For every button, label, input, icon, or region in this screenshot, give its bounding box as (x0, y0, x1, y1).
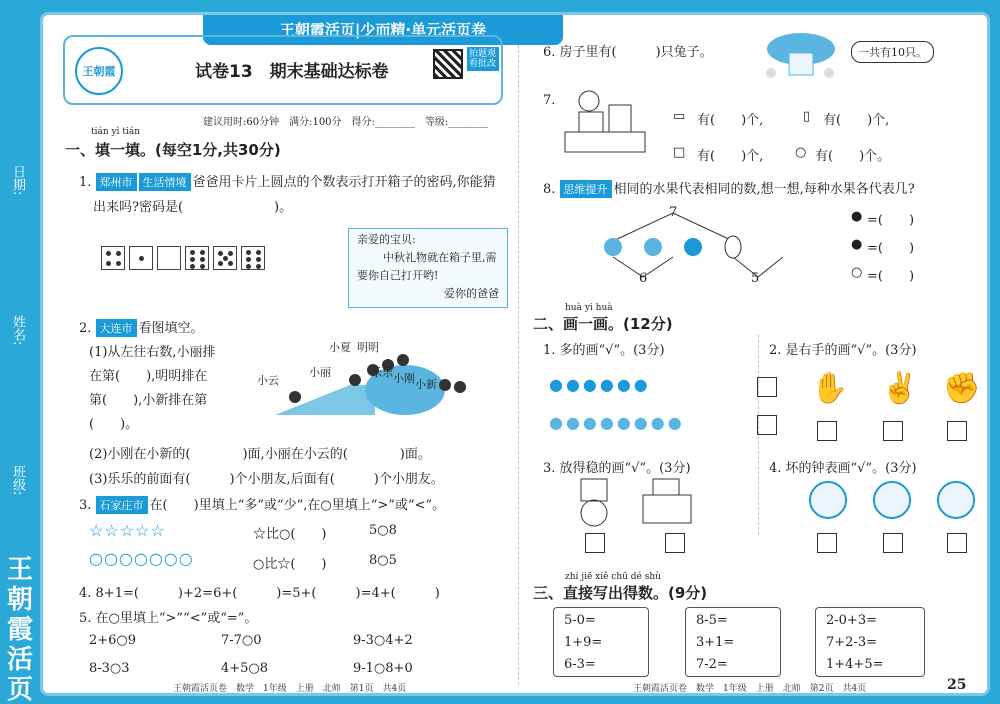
answer-box[interactable] (883, 533, 903, 553)
tag-zhengzhou: 郑州市 (96, 173, 137, 191)
inner-divider (758, 335, 759, 535)
clock-icon (873, 481, 911, 519)
q8-num: 5 (751, 271, 760, 286)
s2-q2: 2. 是右手的画“√”。(3分) (769, 343, 917, 358)
q5-item: 2+6○9 (89, 633, 137, 648)
calc-item: 7-2= (696, 657, 728, 672)
orange-row: ●●●●●●●● (549, 413, 685, 432)
q6: 6. 房子里有( )只兔子。 (543, 45, 713, 60)
q2-line: ( )。 (89, 417, 139, 432)
dot-card (241, 246, 265, 270)
q2-2: (2)小刚在小新的( )面,小丽在小云的( )面。 (89, 447, 431, 462)
calc-item: 3+1= (696, 635, 735, 650)
section1-title: 一、填一填。(每空1分,共30分) (65, 141, 281, 159)
q2-3: (3)乐乐的前面有( )个小朋友,后面有( )个小朋友。 (89, 472, 444, 487)
q2-line: (1)从左往右数,小丽排 (89, 345, 216, 360)
qr-caption: 拍题观看批改 (467, 47, 499, 71)
calc-item: 7+2-3= (826, 635, 877, 650)
cylinder-icon: ▯ (803, 109, 811, 124)
calc-item: 6-3= (564, 657, 596, 672)
brand-vertical: 王朝霞活页 (6, 555, 33, 704)
dot-card (185, 246, 209, 270)
q8-text: 相同的水果代表相同的数,想一想,每种水果各代表几? (613, 182, 915, 197)
answer-box[interactable] (757, 377, 777, 397)
calc-item: 2-0+3= (826, 613, 877, 628)
q5-title: 5. 在○里填上“>”“<”或“=”。 (79, 611, 258, 626)
fist-icon: ✊ (943, 371, 981, 406)
note-line: 要你自己打开哟! (357, 269, 439, 282)
q8-num: 7 (669, 205, 678, 220)
tag-life: 生活情境 (139, 173, 191, 191)
s2-q1: 1. 多的画“√”。(3分) (543, 343, 665, 358)
top-banner: 王朝霞活页|少而精·单元活页卷 (203, 15, 563, 45)
flowers-row: ○○○○○○○ (89, 549, 194, 568)
clock-icon (809, 481, 847, 519)
worksheet-page (40, 12, 990, 696)
q7-answer: 有( )个, (697, 149, 764, 164)
answer-box[interactable] (757, 415, 777, 435)
page-number: 25 (947, 677, 967, 693)
q5-item: 9-3○4+2 (353, 633, 413, 648)
q3-title: 3. 石家庄市 在( )里填上“多”或“少”,在○里填上“>”或“<”。 (79, 498, 446, 513)
kid-label: 乐乐 (371, 366, 393, 379)
kid-label: 小刚 (393, 372, 415, 385)
right-column (533, 15, 983, 693)
left-column (43, 15, 513, 693)
q5-item: 8-3○3 (89, 661, 130, 676)
q5-item: 7-7○0 (221, 633, 262, 648)
answer-box[interactable] (817, 533, 837, 553)
sphere-icon: ○ (795, 145, 807, 160)
q2-title: 2. 大连市 看图填空。 (79, 321, 204, 336)
answer-box[interactable] (585, 533, 605, 553)
q8-num: 6 (639, 271, 648, 286)
tag-shijiazhuang: 石家庄市 (96, 496, 148, 514)
calc-box (553, 607, 649, 677)
kid-label: 明明 (357, 341, 379, 354)
cube-icon: □ (673, 145, 686, 160)
answer-box[interactable] (665, 533, 685, 553)
fruit-equation-diagram (593, 201, 793, 285)
q7-answer: 有( )个。 (815, 149, 891, 164)
block-tower-illustration (559, 87, 655, 157)
section3-title: 三、直接写出得数。(9分) (533, 584, 708, 602)
kid-label: 小夏 (329, 341, 351, 354)
mushroom-house-illustration (761, 29, 841, 81)
kid-label: 小云 (257, 374, 279, 387)
tag-dalian: 大连市 (96, 319, 137, 337)
title-box (63, 35, 503, 105)
apple-icon: ● (851, 237, 863, 252)
q3-compare: ☆比○( ) (253, 527, 327, 542)
q8-title: 8. 思维提升 相同的水果代表相同的数,想一想,每种水果各代表几? (543, 182, 915, 197)
q3-compare: 5○8 (369, 523, 397, 538)
q3-compare: 8○5 (369, 553, 397, 568)
q5-item: 9-1○8+0 (353, 661, 413, 676)
s3-pinyin: zhí jiē xiě chū dé shù (565, 572, 661, 582)
dot-card (101, 246, 125, 270)
right-footer: 王朝霞活页卷 数学 1年级 上册 北师 第2页 共4页 (633, 684, 867, 694)
clock-icon (937, 481, 975, 519)
q4: 4. 8+1=( )+2=6+( )=5+( )=4+( ) (79, 586, 440, 601)
note-line: 中秋礼物就在箱子里,需 (383, 251, 497, 264)
note-line: 爱你的爸爸 (444, 287, 499, 300)
answer-box[interactable] (947, 533, 967, 553)
victory-hand-icon: ✌ (881, 371, 919, 406)
column-divider (518, 45, 519, 685)
answer-box[interactable] (947, 421, 967, 441)
calc-item: 5-0= (564, 613, 596, 628)
calc-item: 1+9= (564, 635, 603, 650)
calc-box (685, 607, 781, 677)
answer-box[interactable] (817, 421, 837, 441)
dot-card (129, 246, 153, 270)
q7-answer: 有( )个, (697, 113, 764, 128)
s1-pinyin: tián yì tián (91, 127, 140, 137)
logo-icon: 王朝霞 (75, 47, 123, 95)
q1-line1: 1. 郑州市 生活情境 爸爸用卡片上圆点的个数表示打开箱子的密码,你能猜 (79, 175, 496, 190)
cuboid-icon: ▭ (673, 109, 686, 124)
stacking-shapes-illustration (573, 477, 733, 527)
page-title: 试卷13 期末基础达标卷 (195, 62, 389, 82)
q2-title-text: 看图填空。 (138, 321, 204, 336)
section2-title: 二、画一画。(12分) (533, 315, 673, 333)
q7-answer: 有( )个, (823, 113, 890, 128)
q8-answer: =( ) (867, 213, 915, 228)
q1-line2: 出来吗?密码是( )。 (93, 200, 293, 215)
dot-card (213, 246, 237, 270)
q5-item: 4+5○8 (221, 661, 269, 676)
q3-text: 在( )里填上“多”或“少”,在○里填上“>”或“<”。 (149, 498, 446, 513)
kid-label: 小新 (415, 378, 437, 391)
calc-item: 8-5= (696, 613, 728, 628)
hand-icon: ✋ (811, 371, 849, 406)
strawberry-row: ●●●●●● (549, 375, 651, 394)
dot-card (157, 246, 181, 270)
q3-compare: ○比☆( ) (253, 557, 327, 572)
s2-q3: 3. 放得稳的画“√”。(3分) (543, 461, 691, 476)
class-label: 班级: (10, 465, 25, 496)
stars-row: ☆☆☆☆☆ (89, 521, 166, 540)
q7-label: 7. (543, 93, 556, 108)
calc-item: 1+4+5= (826, 657, 884, 672)
name-label: 姓名: (10, 315, 25, 346)
qr-code-icon[interactable] (433, 49, 463, 79)
answer-box[interactable] (883, 421, 903, 441)
q2-line: 第( ),小新排在第 (89, 393, 208, 408)
kid-label: 小丽 (309, 366, 331, 379)
q1-text: 爸爸用卡片上圆点的个数表示打开箱子的密码,你能猜 (192, 175, 496, 190)
lemon-icon: ○ (851, 265, 863, 280)
date-label: 日期: (10, 165, 25, 196)
q2-line: 在第( ),明明排在 (89, 369, 208, 384)
s2-q4: 4. 坏的钟表画“√”。(3分) (769, 461, 917, 476)
q8-answer: =( ) (867, 269, 915, 284)
tag-thinking: 思维提升 (560, 180, 612, 198)
q8-answer: =( ) (867, 241, 915, 256)
s2-pinyin: huà yi huà (565, 303, 613, 313)
speech-bubble: 一共有10只。 (851, 41, 934, 63)
left-footer: 王朝霞活页卷 数学 1年级 上册 北师 第1页 共4页 (173, 684, 407, 694)
note-line: 亲爱的宝贝: (357, 233, 416, 246)
note-card (348, 228, 508, 308)
exam-meta: 建议用时:60分钟 满分:100分 得分:________ 等级:________ (203, 117, 489, 128)
side-margin (0, 0, 40, 704)
calc-box (815, 607, 925, 677)
peach-icon: ● (851, 209, 863, 224)
